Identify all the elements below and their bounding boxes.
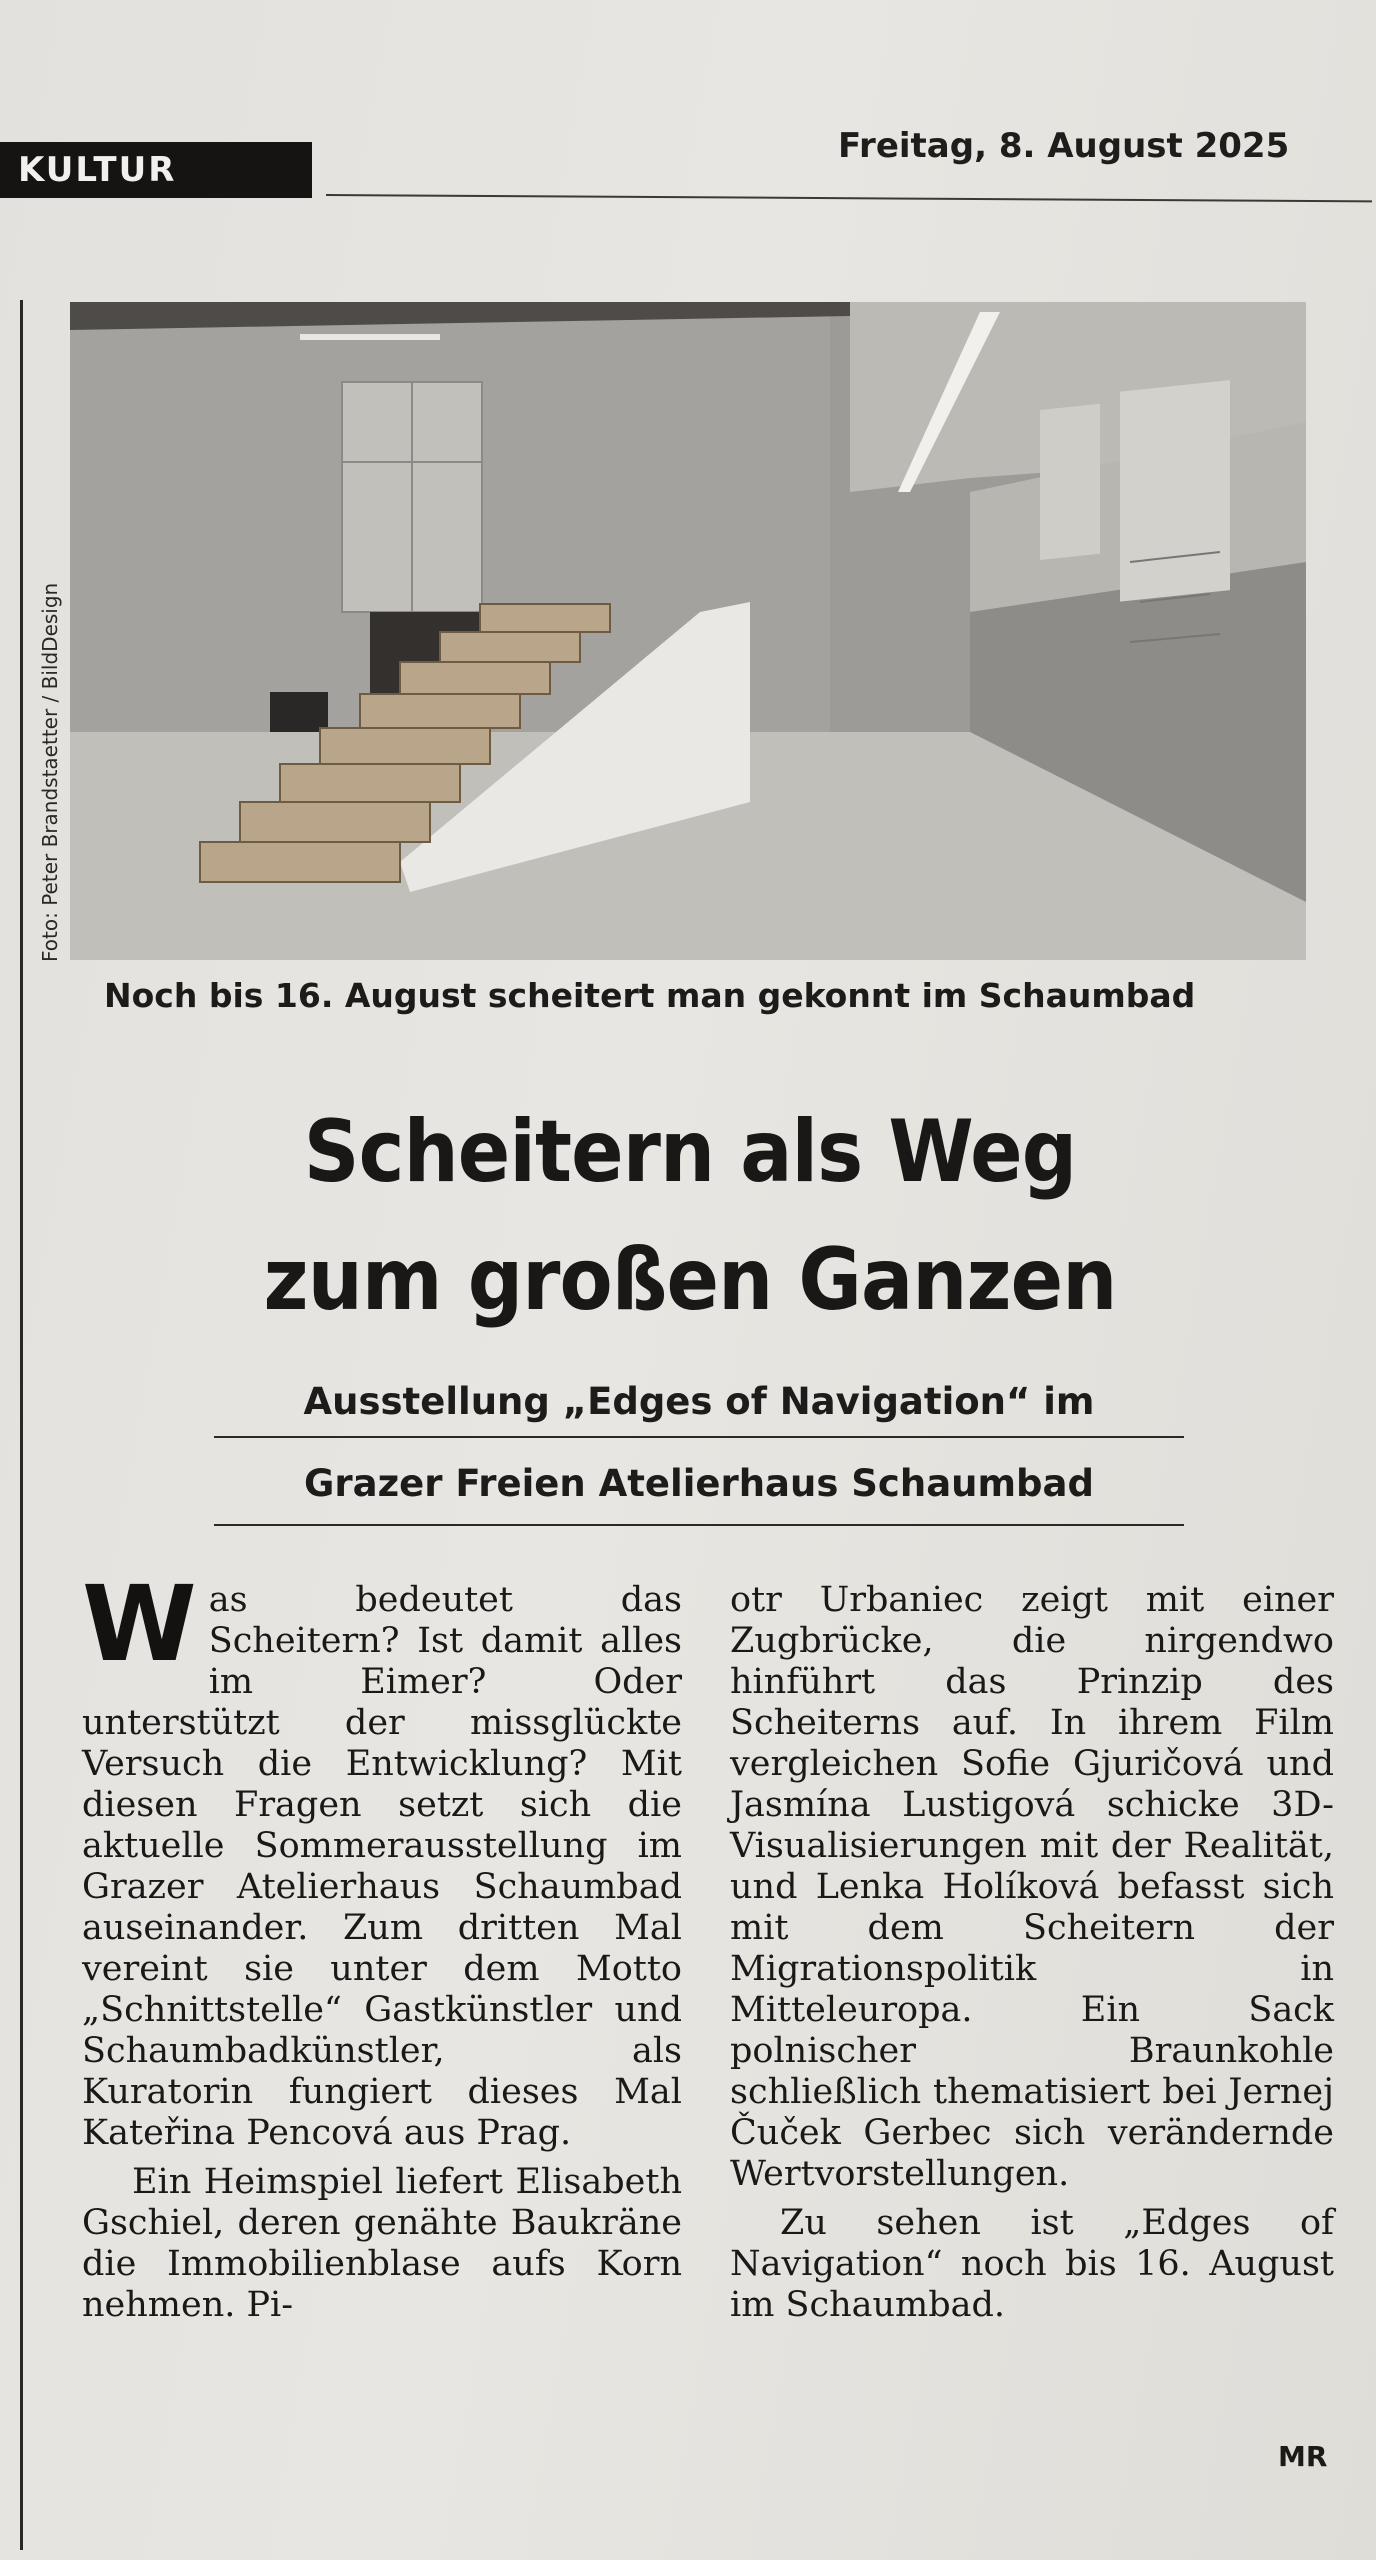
- subheadline-rule-1: [214, 1436, 1184, 1438]
- issue-date: Freitag, 8. August 2025: [838, 126, 1290, 166]
- article-column-left: [82, 1563, 682, 2326]
- body-paragraph: [82, 1563, 682, 2154]
- body-text: as bedeutet das Scheitern? Ist damit alles im Eimer? Oder unterstützt der missglückte Versuch die Entwicklung? Mit diesen Fragen setzt sich die aktuelle Sommerausstellung im Grazer Atelierhaus Schaumbad auseinander. Zum dritten Mal vereint sie unter dem Motto „Schnittstelle“ Gastkünstler und Schaumbadkünstler, als Kuratorin fungiert dieses Mal Kateřina Pencová aus Prag.: [82, 1580, 682, 2153]
- exhibition-photo: [70, 302, 1306, 960]
- photo-caption: Noch bis 16. August scheitert man gekonnt im Schaumbad: [104, 976, 1196, 1015]
- subheadline-line-1: Ausstellung „Edges of Navigation“ im: [303, 1380, 1095, 1423]
- subheadline-rule-2: [214, 1524, 1184, 1526]
- headline-line-1: Scheitern als Weg: [303, 1102, 1077, 1202]
- headline: [204, 1088, 1176, 1344]
- photo-credit: Foto: Peter Brandstaetter / BildDesign: [38, 582, 62, 962]
- column-divider: [20, 300, 23, 2550]
- gallery-room-illustration: [70, 302, 1306, 960]
- body-paragraph: otr Urbaniec zeigt mit einer Zugbrücke, die nirgendwo hinführt das Prinzip des Scheiterns auf. In ihrem Film vergleichen Sofie Gjuričová und Jasmína Lustigová schicke 3D-Visualisierungen mit der Realität, und Lenka Holíková befasst sich mit dem Scheitern der Migrationspolitik in Mitteleuropa. Ein Sack polnischer Braunkohle schließlich thematisiert bei Jernej Čuček Gerbec sich verändernde Wertvorstellungen.: [730, 1580, 1334, 2194]
- author-initials: MR: [1278, 2440, 1328, 2473]
- body-paragraph: Ein Heimspiel liefert Elisabeth Gschiel, deren genähte Baukräne die Immobilienblase aufs Korn nehmen. Pi-: [82, 2162, 682, 2325]
- headline-line-2: zum großen Ganzen: [263, 1230, 1117, 1330]
- article-column-right: [730, 1580, 1334, 2326]
- drop-cap: W: [82, 1563, 197, 1685]
- subheadline-line-2: Grazer Freien Atelierhaus Schaumbad: [304, 1462, 1094, 1505]
- section-label: KULTUR: [0, 142, 312, 198]
- header-divider: [326, 194, 1372, 202]
- body-paragraph: Zu sehen ist „Edges of Navigation“ noch bis 16. August im Schaumbad.: [730, 2203, 1334, 2325]
